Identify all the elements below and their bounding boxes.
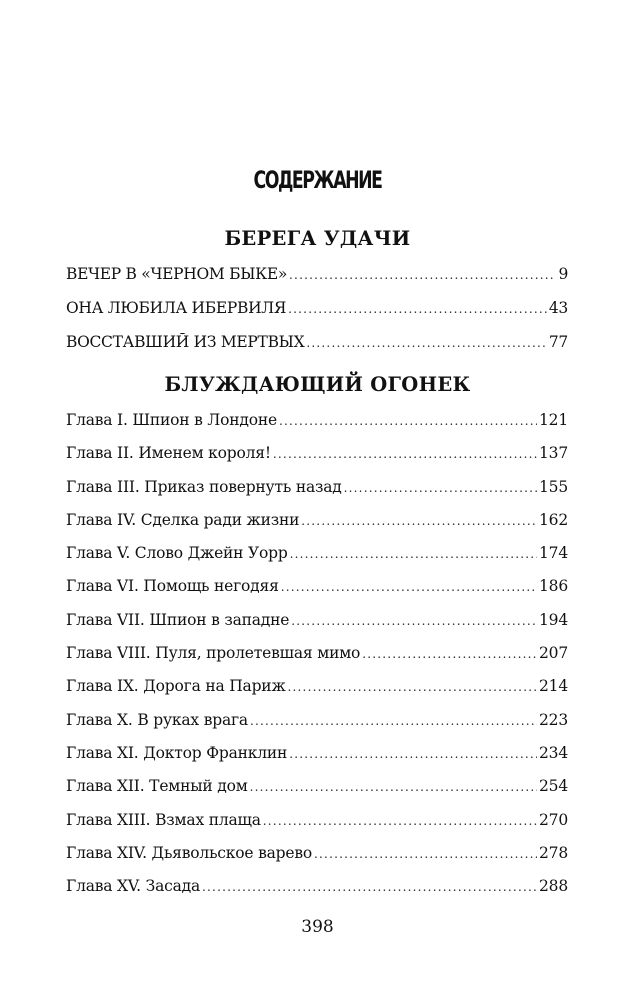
entry-page-number: 234 bbox=[539, 743, 568, 762]
entry-page-number: 194 bbox=[539, 610, 568, 629]
entry-title: Глава XIII. Взмах плаща bbox=[66, 810, 261, 829]
dot-leader bbox=[250, 780, 537, 794]
toc-entry bbox=[66, 265, 568, 299]
entry-title: Глава XI. Доктор Франклин bbox=[66, 743, 288, 762]
dot-leader bbox=[301, 514, 537, 528]
dot-leader bbox=[202, 880, 537, 894]
toc-entry bbox=[66, 544, 568, 577]
toc-entry bbox=[66, 877, 568, 910]
dot-leader bbox=[263, 814, 537, 828]
toc-entry bbox=[66, 411, 568, 444]
entry-title: Глава IX. Дорога на Париж bbox=[66, 677, 286, 696]
entry-page-number: 137 bbox=[539, 444, 568, 463]
toc-title: СОДЕРЖАНИЕ bbox=[253, 166, 382, 194]
entry-page-number: 162 bbox=[539, 510, 568, 529]
toc-entry bbox=[66, 744, 568, 777]
entry-title: Глава XIV. Дьявольское варево bbox=[66, 843, 313, 862]
entry-title: Глава VII. Шпион в западне bbox=[66, 610, 290, 629]
page-number: 398 bbox=[301, 917, 334, 937]
toc-entry bbox=[66, 611, 568, 644]
entry-title: ВЕЧЕР В «ЧЕРНОМ БЫКЕ» bbox=[66, 265, 288, 283]
section-heading: БЕРЕГА УДАЧИ bbox=[224, 227, 411, 250]
entry-title: Глава II. Именем короля! bbox=[66, 444, 271, 463]
dot-leader bbox=[288, 302, 547, 316]
dot-leader bbox=[279, 414, 537, 428]
dot-leader bbox=[288, 680, 537, 694]
entry-title: Глава X. В руках врага bbox=[66, 710, 248, 729]
toc-list bbox=[66, 265, 568, 367]
entry-title: Глава IV. Сделка ради жизни bbox=[66, 510, 300, 529]
entry-title: Глава I. Шпион в Лондоне bbox=[66, 411, 277, 429]
dot-leader bbox=[250, 714, 537, 728]
entry-page-number: 186 bbox=[539, 577, 568, 596]
entry-page-number: 278 bbox=[539, 843, 568, 862]
toc-entry bbox=[66, 478, 568, 511]
entry-page-number: 155 bbox=[539, 477, 568, 496]
entry-title: ОНА ЛЮБИЛА ИБЕРВИЛЯ bbox=[66, 299, 287, 317]
entry-page-number: 223 bbox=[539, 710, 568, 729]
toc-entry bbox=[66, 577, 568, 610]
entry-page-number: 9 bbox=[558, 265, 568, 283]
entry-title: Глава V. Слово Джейн Уорр bbox=[66, 544, 288, 563]
entry-title: Глава XII. Темный дом bbox=[66, 777, 248, 796]
entry-page-number: 270 bbox=[539, 810, 568, 829]
section-heading: БЛУЖДАЮЩИЙ ОГОНЕК bbox=[164, 373, 471, 396]
dot-leader bbox=[281, 580, 537, 594]
dot-leader bbox=[289, 268, 556, 282]
entry-title: Глава III. Приказ повернуть назад bbox=[66, 477, 342, 496]
dot-leader bbox=[362, 647, 537, 661]
dot-leader bbox=[291, 614, 537, 628]
toc-entry bbox=[66, 299, 568, 333]
toc-entry bbox=[66, 333, 568, 367]
toc-entry bbox=[66, 677, 568, 710]
toc-entry bbox=[66, 444, 568, 477]
dot-leader bbox=[289, 747, 537, 761]
dot-leader bbox=[344, 481, 537, 495]
entry-page-number: 207 bbox=[539, 644, 568, 663]
entry-page-number: 174 bbox=[539, 544, 568, 563]
toc-entry bbox=[66, 844, 568, 877]
toc-entry bbox=[66, 811, 568, 844]
toc-entry bbox=[66, 711, 568, 744]
entry-page-number: 288 bbox=[539, 877, 568, 896]
toc-list bbox=[66, 411, 568, 910]
toc-entry bbox=[66, 777, 568, 810]
entry-title: Глава VIII. Пуля, пролетевшая мимо bbox=[66, 644, 361, 663]
dot-leader bbox=[314, 847, 537, 861]
entry-page-number: 214 bbox=[539, 677, 568, 696]
dot-leader bbox=[306, 336, 547, 350]
entry-page-number: 254 bbox=[539, 777, 568, 796]
entry-page-number: 121 bbox=[539, 411, 568, 429]
entry-title: ВОССТАВШИЙ ИЗ МЕРТВЫХ bbox=[66, 333, 305, 351]
entry-page-number: 77 bbox=[548, 333, 568, 351]
entry-title: Глава VI. Помощь негодяя bbox=[66, 577, 279, 596]
dot-leader bbox=[290, 547, 537, 561]
entry-title: Глава XV. Засада bbox=[66, 877, 201, 896]
entry-page-number: 43 bbox=[548, 299, 568, 317]
toc-entry bbox=[66, 511, 568, 544]
dot-leader bbox=[273, 447, 537, 461]
toc-entry bbox=[66, 644, 568, 677]
